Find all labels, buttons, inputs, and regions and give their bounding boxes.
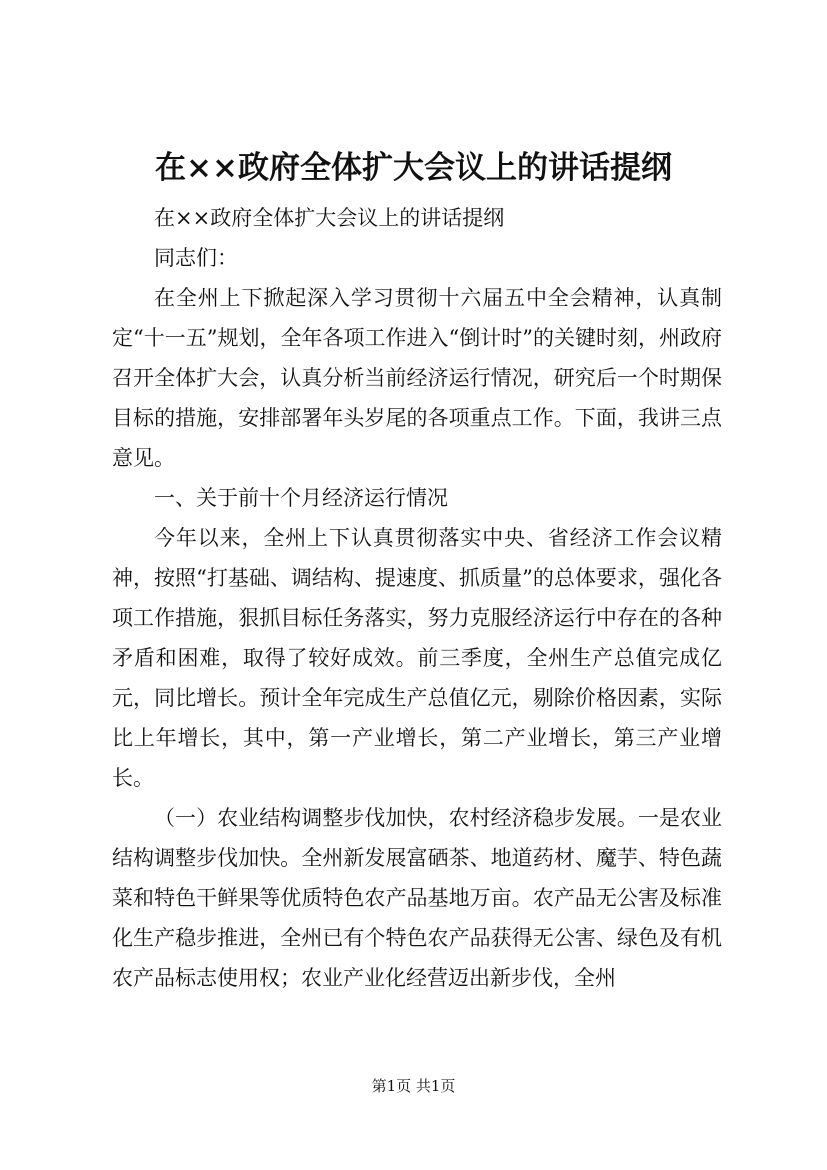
- document-body: [112, 198, 722, 998]
- document-title: 在××政府全体扩大会议上的讲话提纲: [155, 150, 672, 186]
- page-footer: 第1页 共1页: [371, 1077, 456, 1095]
- paragraph-economy: 今年以来，全州上下认真贯彻落实中央、省经济工作会议精神，按照“打基础、调结构、提速度、抓质量”的总体要求，强化各项工作措施，狠抓目标任务落实，努力克服经济运行中存在的各种矛盾和困难，取得了较好成效。前三季度，全州生产总值完成亿元，同比增长。预计全年完成生产总值亿元，剔除价格因素，实际比上年增长，其中，第一产业增长，第二产业增长，第三产业增长。: [112, 526, 722, 790]
- salutation: 同志们：: [154, 246, 238, 270]
- section-heading-1: 一、关于前十个月经济运行情况: [154, 486, 448, 510]
- paragraph-intro: 在全州上下掀起深入学习贯彻十六届五中全会精神，认真制定“十一五”规划，全年各项工作进入“倒计时”的关键时刻，州政府召开全体扩大会，认真分析当前经济运行情况，研究后一个时期保目标的措施，安排部署年头岁尾的各项重点工作。下面，我讲三点意见。: [112, 286, 722, 470]
- document-subtitle: 在××政府全体扩大会议上的讲话提纲: [154, 206, 505, 230]
- paragraph-agriculture: （一）农业结构调整步伐加快，农村经济稳步发展。一是农业结构调整步伐加快。全州新发展富硒茶、地道药材、魔芋、特色蔬菜和特色干鲜果等优质特色农产品基地万亩。农产品无公害及标准化生产稳步推进，全州已有个特色农产品获得无公害、绿色及有机农产品标志使用权；农业产业化经营迈出新步伐，全州: [112, 806, 722, 990]
